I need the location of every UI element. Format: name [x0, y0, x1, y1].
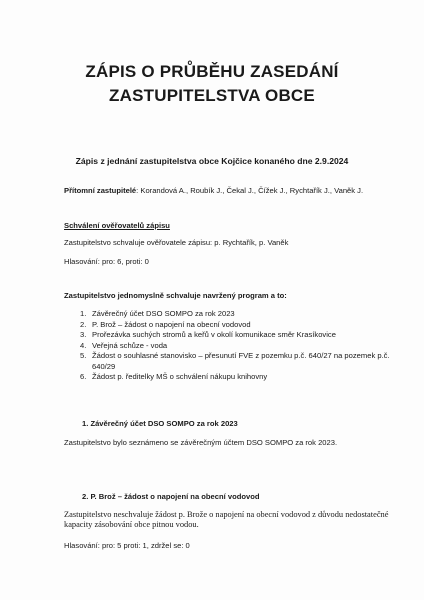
section-2-heading: 2. P. Brož – žádost o napojení na obecní vodovod — [82, 492, 260, 501]
program-item-text: Žádost o souhlasné stanovisko – přesunutí FVE z pozemku p.č. 640/27 na pozemek p.č. — [92, 351, 390, 360]
title-line-1: ZÁPIS O PRŮBĚHU ZASEDÁNÍ — [85, 62, 339, 81]
verifiers-vote: Hlasování: pro: 6, proti: 0 — [64, 257, 149, 266]
attendance-names: : Korandová A., Roubík J., Čekal J., Čížek J., Rychtařík J., Vaněk J. — [136, 186, 364, 195]
program-item-text: Veřejná schůze - voda — [92, 340, 168, 350]
meeting-subtitle: Zápis z jednání zastupitelstva obce Kojčice konaného dne 2.9.2024 — [75, 156, 349, 166]
section-2-text-line-1: Zastupitelstvo neschvaluje žádost p. Brože o napojení na obecní vodovod z důvodu nedostatečné — [64, 510, 389, 519]
program-item-number: 1. — [80, 309, 87, 318]
section-2-vote: Hlasování: pro: 5 proti: 1, zdržel se: 0 — [64, 541, 190, 550]
verifiers-text: Zastupitelstvo schvaluje ověřovatele zápisu: p. Rychtařík, p. Vaněk — [64, 238, 289, 247]
program-item-number: 2. — [80, 319, 87, 329]
program-item-text: Závěrečný účet DSO SOMPO za rok 2023 — [92, 309, 235, 318]
program-item-number: 3. — [80, 330, 87, 339]
title-line-2: ZASTUPITELSTVA OBCE — [109, 86, 315, 105]
program-item-number: 5. — [80, 351, 87, 360]
section-2-text-line-2: kapacity zásobování obce pitnou vodou. — [64, 520, 199, 529]
program-item-text: Prořezávka suchých stromů a keřů v okolí komunikace směr Krasíkovice — [92, 330, 336, 339]
program-item-text: P. Brož – žádost o napojení na obecní vodovod — [92, 319, 251, 329]
program-intro: Zastupitelstvo jednomyslně schvaluje navržený program a to: — [64, 291, 287, 300]
program-item-text: 640/29 — [92, 361, 116, 371]
attendance-line — [64, 186, 363, 195]
program-item-text: Žádost p. ředitelky MŠ o schválení nákupu knihovny — [92, 372, 268, 381]
verifiers-heading: Schválení ověřovatelů zápisu — [64, 221, 170, 230]
section-1-text: Zastupitelstvo bylo seznámeno se závěrečným účtem DSO SOMPO za rok 2023. — [64, 438, 338, 447]
section-1-heading: 1. Závěrečný účet DSO SOMPO za rok 2023 — [82, 419, 238, 428]
program-item-number: 4. — [80, 340, 87, 350]
program-item-number: 6. — [80, 372, 87, 381]
attendance-label: Přítomní zastupitelé — [64, 186, 137, 195]
